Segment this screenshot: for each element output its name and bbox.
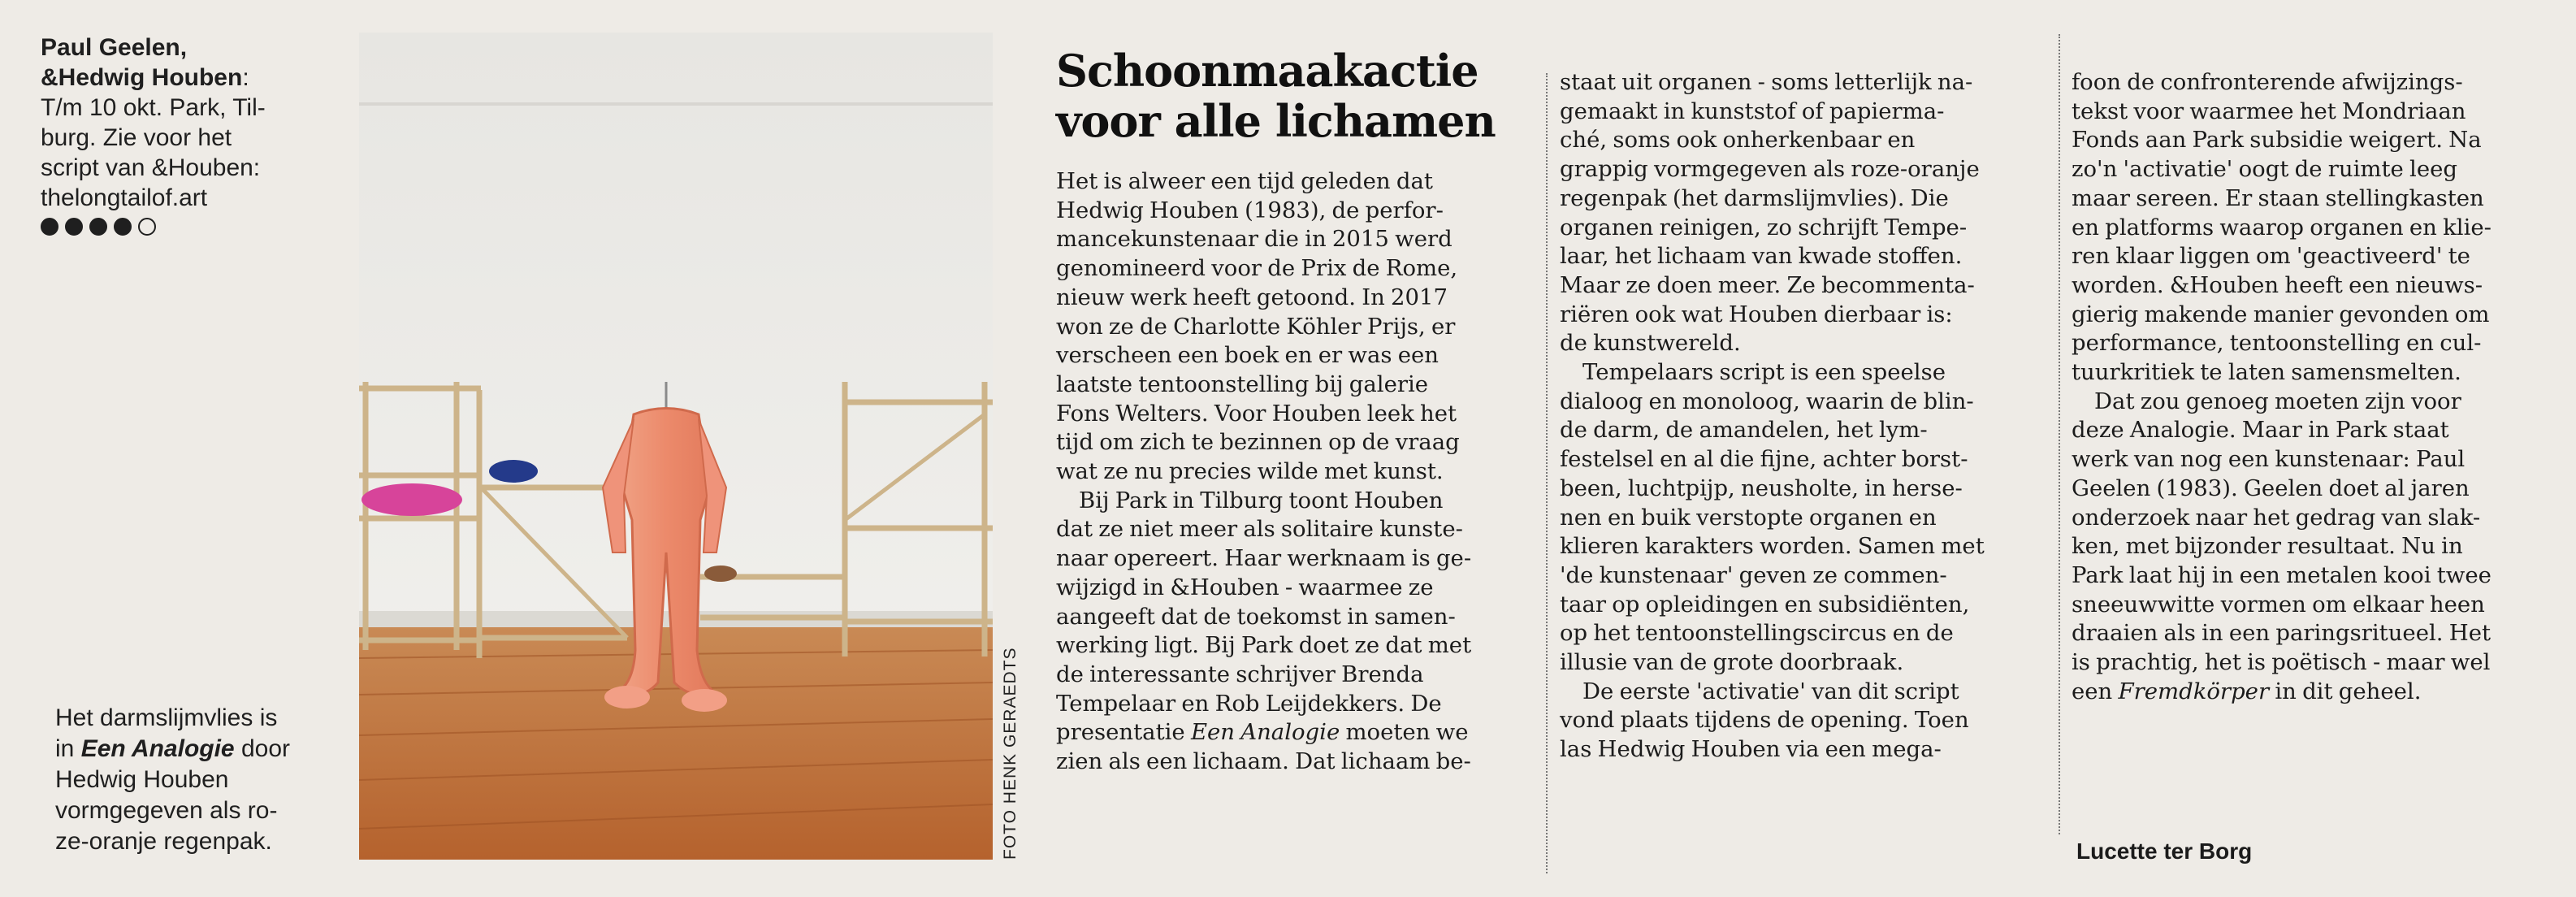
- text-line: zo'n 'activatie' oogt de ruimte leeg: [2072, 156, 2457, 183]
- text-line: nieuw werk heeft getoond. In 2017: [1056, 284, 1448, 310]
- exhibition-info: [41, 32, 309, 236]
- text-line: Geelen (1983). Geelen doet al jaren: [2072, 474, 2470, 501]
- rating-dot-empty: [138, 218, 156, 236]
- text-line: tijd om zich te bezinnen op de vraag: [1056, 429, 1460, 456]
- text-line: mancekunstenaar die in 2015 werd: [1056, 226, 1453, 253]
- text-line: nen en buik verstopte organen en: [1560, 504, 1937, 531]
- text-line: deze Analogie. Maar in Park staat: [2072, 417, 2449, 444]
- artist-names: [41, 32, 309, 93]
- caption-line: Hedwig Houben: [55, 766, 229, 793]
- text-line: draaien als in een paringsritueel. Het: [2072, 620, 2492, 647]
- text-line: de darm, de amandelen, het lym-: [1560, 417, 1928, 444]
- text-line: gemaakt in kunststof of papierma-: [1560, 98, 1945, 124]
- photo-credit: FOTO HENK GERAEDTS: [1001, 647, 1020, 860]
- text-line: klieren karakters worden. Samen met: [1560, 533, 1985, 560]
- detail-line: burg. Zie voor het: [41, 124, 232, 151]
- caption-line: door: [234, 735, 290, 762]
- photo-illustration: [359, 32, 993, 860]
- detail-line: script van &Houben:: [41, 154, 261, 181]
- rating-dot-filled: [65, 218, 83, 236]
- text-line: Maar ze doen meer. Ze becommenta-: [1560, 271, 1975, 298]
- headline-line: voor alle lichamen: [1056, 95, 1496, 147]
- exhibition-photo: [359, 32, 993, 860]
- text-line: wijzigd in &Houben - waarmee ze: [1056, 574, 1434, 600]
- text-line: laatste tentoonstelling bij galerie: [1056, 370, 1429, 397]
- text-line: dialoog en monoloog, waarin de blin-: [1560, 388, 1974, 414]
- text-line: riëren ook wat Houben dierbaar is:: [1560, 301, 1953, 327]
- pink-organ: [362, 483, 462, 516]
- text-line: grappig vormgegeven als roze-oranje: [1560, 156, 1980, 183]
- detail-url: thelongtailof.art: [41, 184, 208, 211]
- column-rule: [1546, 73, 1548, 873]
- text-line: performance, tentoonstelling en cul-: [2072, 330, 2482, 357]
- text-line: sneeuwwitte vormen om elkaar heen: [2072, 591, 2485, 618]
- text-line: festelsel en al die fijne, achter borst-: [1560, 446, 1968, 473]
- text-fragment: presentatie: [1056, 719, 1191, 746]
- text-line: de kunstwereld.: [1560, 330, 1741, 357]
- text-line: been, luchtpijp, neusholte, in herse-: [1560, 474, 1963, 501]
- brown-organ: [704, 566, 737, 582]
- text-line: naar opereert. Haar werknaam is ge-: [1056, 545, 1472, 572]
- text-line: werk van nog een kunstenaar: Paul: [2072, 446, 2466, 473]
- text-line: gierig makende manier gevonden om: [2072, 301, 2490, 327]
- paragraph: [2072, 68, 2559, 388]
- text-line: werking ligt. Bij Park doet ze dat met: [1056, 632, 1472, 659]
- text-line: verscheen een boek en er was een: [1056, 342, 1439, 369]
- text-line: de interessante schrijver Brenda: [1056, 661, 1424, 687]
- caption-line: in: [55, 735, 81, 762]
- text-fragment: in dit geheel.: [2269, 678, 2422, 704]
- article-column-1: [1056, 167, 1519, 777]
- text-line: [2072, 678, 2559, 707]
- rating-dot-filled: [41, 218, 58, 236]
- text-line: zien als een lichaam. Dat lichaam be-: [1056, 748, 1471, 775]
- text-line: Dat zou genoeg moeten zijn voor: [2094, 388, 2461, 414]
- text-line: staat uit organen - soms letterlijk na-: [1560, 69, 1973, 95]
- text-line: Bij Park in Tilburg toont Houben: [1079, 487, 1444, 514]
- artist-colon: :: [242, 64, 249, 91]
- text-fragment: moeten we: [1340, 719, 1469, 746]
- text-fragment: een: [2072, 678, 2119, 704]
- text-line: las Hedwig Houben via een mega-: [1560, 736, 1942, 763]
- caption-line: ze-oranje regenpak.: [55, 828, 272, 855]
- text-line: regenpak (het darmslijmvlies). Die: [1560, 184, 1949, 211]
- artwork-title: Een Analogie: [1190, 719, 1340, 746]
- text-line: illusie van de grote doorbraak.: [1560, 649, 1904, 676]
- headline-line: Schoonmaakactie: [1056, 45, 1478, 97]
- text-line: tuurkritiek te laten samensmelten.: [2072, 359, 2461, 386]
- paragraph: [1056, 487, 1519, 777]
- paragraph: [1560, 678, 2047, 765]
- paragraph: [1560, 358, 2047, 678]
- text-line: ken, met bijzonder resultaat. Nu in: [2072, 533, 2463, 560]
- foreign-term: Fremdkörper: [2118, 678, 2270, 704]
- text-line: dat ze niet meer als solitaire kunste-: [1056, 516, 1463, 543]
- text-line: aangeeft dat de toekomst in samen-: [1056, 603, 1456, 630]
- text-line: worden. &Houben heeft een nieuws-: [2072, 271, 2483, 298]
- detail-line: T/m 10 okt. Park, Til-: [41, 94, 266, 121]
- text-line: vond plaats tijdens de opening. Toen: [1560, 707, 1969, 734]
- author-byline: Lucette ter Borg: [2076, 838, 2253, 864]
- caption-line: Het darmslijmvlies is: [55, 704, 278, 731]
- article-column-2: [1560, 68, 2047, 765]
- text-line: taar op opleidingen en subsidiënten,: [1560, 591, 1970, 618]
- text-line: 'de kunstenaar' geven ze commen-: [1560, 561, 1947, 588]
- exhibition-details: [41, 93, 309, 213]
- rating-dot-filled: [89, 218, 107, 236]
- text-line: ché, soms ook onherkenbaar en: [1560, 127, 1916, 154]
- caption-line: vormgegeven als ro-: [55, 797, 278, 824]
- text-line: won ze de Charlotte Köhler Prijs, er: [1056, 313, 1456, 340]
- text-line: maar sereen. Er staan stellingkasten: [2072, 184, 2484, 211]
- text-line: ren klaar liggen om 'geactiveerd' te: [2072, 243, 2470, 270]
- text-line: genomineerd voor de Prix de Rome,: [1056, 255, 1458, 282]
- text-line: wat ze nu precies wilde met kunst.: [1056, 458, 1444, 485]
- text-line: Het is alweer een tijd geleden dat: [1056, 168, 1433, 194]
- text-line: Tempelaar en Rob Leijdekkers. De: [1056, 690, 1442, 717]
- photo-caption: [55, 703, 323, 857]
- rating-dot-filled: [114, 218, 132, 236]
- text-line: tekst voor waarmee het Mondriaan: [2072, 98, 2466, 124]
- text-line: op het tentoonstellingscircus en de: [1560, 620, 1954, 647]
- column-rule: [2059, 34, 2060, 834]
- text-line: [1056, 718, 1519, 748]
- text-line: onderzoek naar het gedrag van slak-: [2072, 504, 2481, 531]
- article-column-3: [2072, 68, 2559, 706]
- text-line: organen reinigen, zo schrijft Tempe-: [1560, 214, 1968, 240]
- text-line: Fonds aan Park subsidie weigert. Na: [2072, 127, 2482, 154]
- text-line: foon de confronterende afwijzings-: [2072, 69, 2463, 95]
- paragraph: [2072, 388, 2559, 707]
- text-line: Park laat hij in een metalen kooi twee: [2072, 561, 2492, 588]
- text-line: is prachtig, het is poëtisch - maar wel: [2072, 649, 2491, 676]
- caption-title: Een Analogie: [80, 735, 235, 762]
- headline: [1056, 46, 1527, 146]
- blue-organ: [489, 460, 538, 483]
- star-rating: [41, 218, 309, 236]
- text-line: laar, het lichaam van kwade stoffen.: [1560, 243, 1963, 270]
- artist-name-2: &Hedwig Houben: [41, 64, 243, 91]
- text-line: Hedwig Houben (1983), de perfor-: [1056, 197, 1444, 223]
- paragraph: [1560, 68, 2047, 358]
- text-line: De eerste 'activatie' van dit script: [1582, 678, 1959, 704]
- text-line: Fons Welters. Voor Houben leek het: [1056, 400, 1457, 427]
- text-line: Tempelaars script is een speelse: [1582, 359, 1946, 386]
- paragraph: [1056, 167, 1519, 487]
- text-line: en platforms waarop organen en klie-: [2072, 214, 2492, 240]
- artist-name-1: Paul Geelen,: [41, 34, 188, 61]
